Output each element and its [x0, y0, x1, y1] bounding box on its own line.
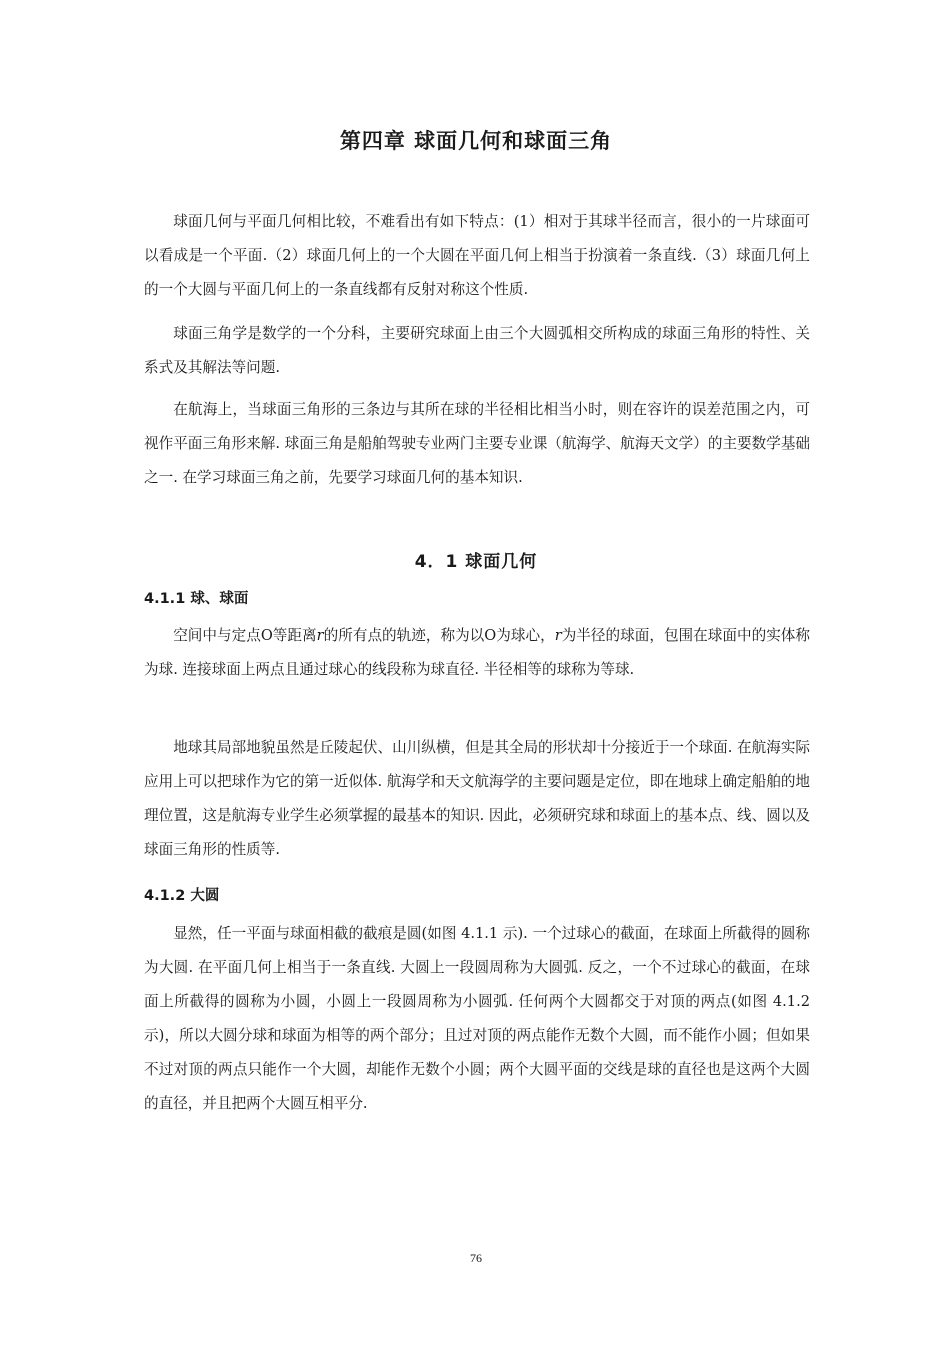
- intro-paragraph-1: 球面几何与平面几何相比较，不难看出有如下特点：(1）相对于其球半径而言，很小的一片球面可以看成是一个平面.（2）球面几何上的一个大圆在平面几何上相当于扮演着一条直线.（3）球面几何上的一个大圆与平面几何上的一条直线都有反射对称这个性质.: [144, 213, 810, 298]
- intro-paragraph-3: 在航海上，当球面三角形的三条边与其所在球的半径相比相当小时，则在容许的误差范围之内，可视作平面三角形来解. 球面三角是船舶驾驶专业两门主要专业课（航海学、航海天文学）的主要数学基础之一. 在学习球面三角之前，先要学习球面几何的基本知识.: [144, 401, 811, 486]
- radius-symbol: r: [316, 627, 324, 644]
- page-number: 76: [470, 1251, 482, 1265]
- sphere-definition-text-a: 空间中与定点O等距离: [173, 627, 317, 644]
- earth-sphere-paragraph: 地球其局部地貌虽然是丘陵起伏、山川纵横，但是其全局的形状却十分接近于一个球面. 在航海实际应用上可以把球作为它的第一近似体. 航海学和天文航海学的主要问题是定位，即在地球上确定船舶的地理位置，这是航海专业学生必须掌握的最基本的知识. 因此，必须研究球和球面上的基本点、线、圆以及球面三角形的性质等.: [144, 739, 811, 858]
- section-title: 4．1 球面几何: [414, 552, 538, 572]
- great-circle-paragraph: 显然，任一平面与球面相截的截痕是圆(如图 4.1.1 示). 一个过球心的截面，在球面上所截得的圆称为大圆. 在平面几何上相当于一条直线. 大圆上一段圆周称为大圆弧. 反之，一个不过球心的截面，在球面上所截得的圆称为小圆，小圆上一段圆周称为小圆弧. 任何两个大圆都交于对顶的两点(如图 4.1.2 示)，所以大圆分球和球面为相等的两个部分；且过对顶的两点能作无数个大圆，而不能作小圆；但如果不过对顶的两点只能作一个大圆，却能作无数个小圆；两个大圆平面的交线是球的直径也是这两个大圆的直径，并且把两个大圆互相平分.: [144, 925, 810, 1112]
- sphere-definition-paragraph: [144, 619, 810, 687]
- radius-symbol: r: [554, 627, 562, 644]
- sphere-definition-text-b: 的所有点的轨迹，称为以O为球心，: [323, 627, 555, 644]
- sphere-definition-text-c: 为半径的球面，包围在球面中的实体称为球. 连接球面上两点且通过球心的线段称为球直径. 半径相等的球称为等球.: [144, 627, 810, 678]
- chapter-title: 第四章 球面几何和球面三角: [339, 129, 613, 153]
- intro-paragraph-2: 球面三角学是数学的一个分科，主要研究球面上由三个大圆弧相交所构成的球面三角形的特性、关系式及其解法等问题.: [144, 325, 810, 376]
- subsection-title-great-circle: 4.1.2 大圆: [144, 888, 220, 904]
- subsection-title-sphere: 4.1.1 球、球面: [144, 591, 249, 607]
